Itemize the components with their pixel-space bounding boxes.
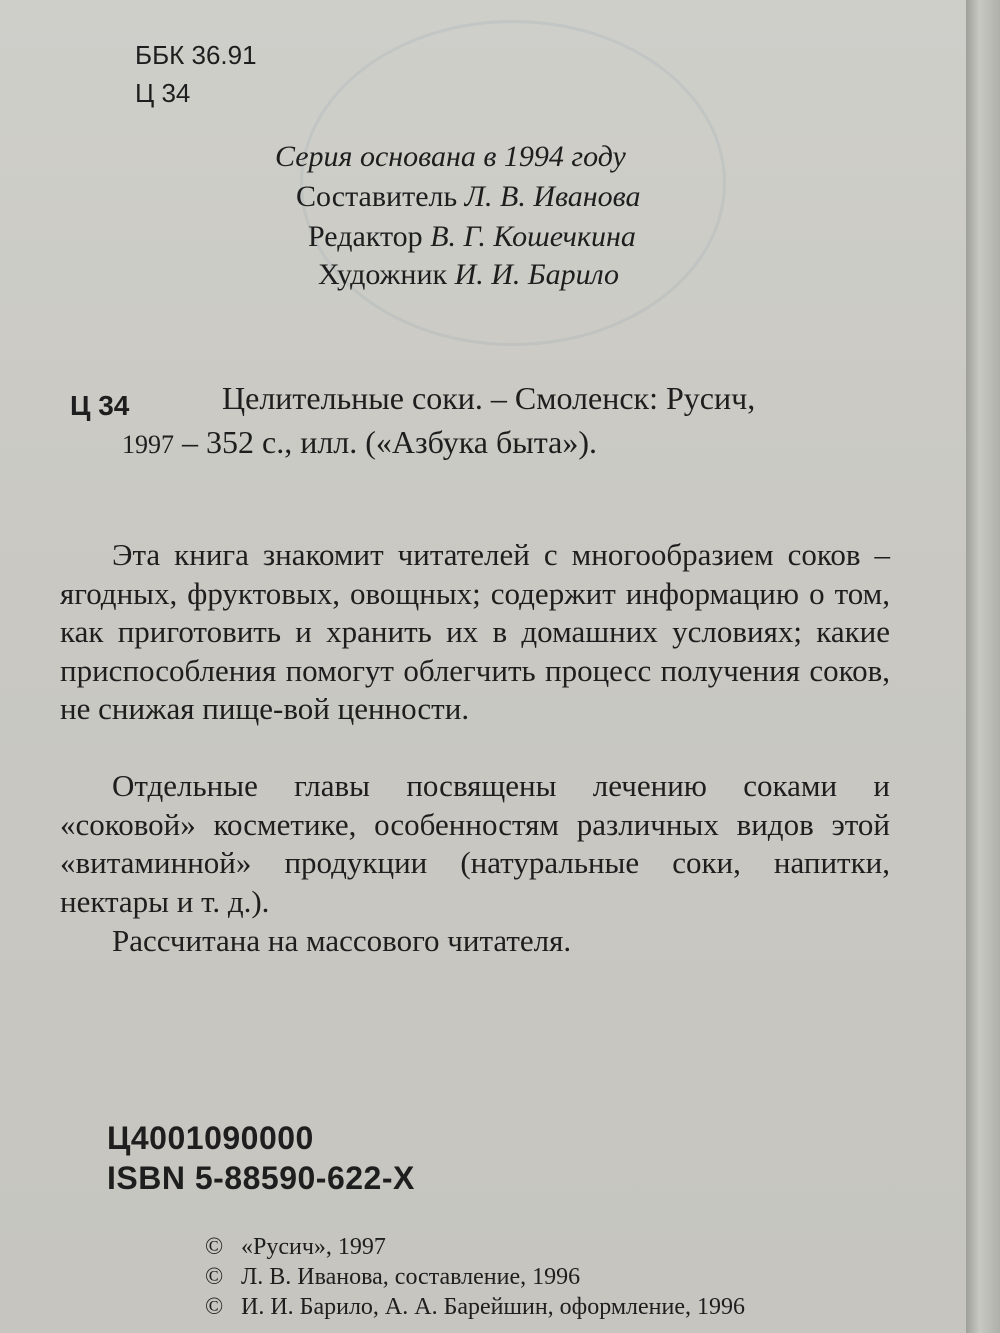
compiler-name: Л. В. Иванова <box>464 180 641 213</box>
artist-credit <box>318 258 619 292</box>
series-note <box>275 140 626 174</box>
editor-credit <box>308 220 636 254</box>
page-edge <box>966 0 1000 1333</box>
compiler-role: Составитель <box>296 180 458 213</box>
artist-role: Художник <box>318 258 448 291</box>
catalog-details: – 352 с., илл. («Азбука быта»). <box>182 424 598 460</box>
copyright-symbol: © <box>205 1294 224 1320</box>
isbn: ISBN 5-88590-622-X <box>107 1160 415 1196</box>
editor-role: Редактор <box>308 220 423 253</box>
copyright-line-3 <box>205 1294 745 1321</box>
bbk-code: ББК 36.91 <box>135 40 257 70</box>
catalog-code: Ц 34 <box>70 390 130 421</box>
copyright-line-1 <box>205 1234 386 1261</box>
annotation-paragraph-3: Рассчитана на массового читателя. <box>112 923 572 958</box>
author-mark: Ц 34 <box>135 78 191 108</box>
catalog-title-line1: Целительные соки. – Смоленск: Русич, <box>222 380 756 416</box>
catalog-title-line2 <box>122 424 597 461</box>
copyright-text-2: Л. В. Иванова, составление, 1996 <box>241 1264 581 1290</box>
copyright-symbol: © <box>205 1234 224 1260</box>
editor-name: В. Г. Кошечкина <box>430 220 636 253</box>
copyright-line-2 <box>205 1264 580 1291</box>
annotation-paragraph-1: Эта книга знакомит читателей с многообразием соков – ягодных, фруктовых, овощных; содержит информацию о том, как приготовить и хранить их в домашних условиях; какие приспособления помогут облегчить процесс получения соков, не снижая пище-вой ценности. <box>60 537 890 726</box>
series-text: Серия основана в 1994 году <box>275 140 626 173</box>
artist-name: И. И. Барило <box>454 258 620 291</box>
compiler-credit <box>296 180 641 214</box>
copyright-text-1: «Русич», 1997 <box>241 1234 386 1260</box>
copyright-text-3: И. И. Барило, А. А. Барейшин, оформление, 1996 <box>241 1294 746 1320</box>
catalog-year: 1997 <box>122 430 174 459</box>
annotation-paragraph-2: Отдельные главы посвящены лечению соками и «соковой» косметике, особенностям различных видов этой «витаминной» продукции (натуральные соки, напитки, нектары и т. д.). <box>60 768 890 919</box>
copyright-symbol: © <box>205 1264 224 1290</box>
catalog-number: Ц4001090000 <box>107 1120 314 1156</box>
